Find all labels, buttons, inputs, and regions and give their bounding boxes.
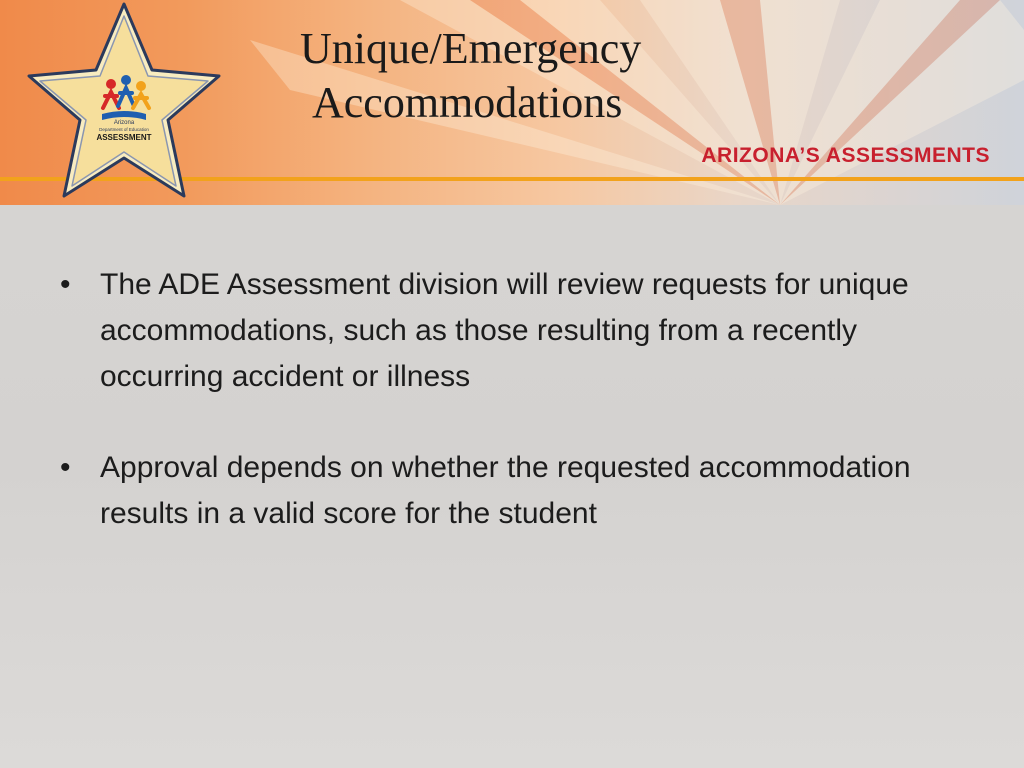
list-item: [58, 262, 978, 400]
bullet-text: Approval depends on whether the requested accommodation results in a valid score for the student: [100, 451, 911, 530]
bullet-icon: •: [60, 451, 71, 484]
title-line-2: Accommodations: [312, 78, 623, 127]
slide-title: [300, 22, 760, 130]
list-item: [58, 445, 978, 537]
assessment-star-logo: [14, 0, 234, 205]
bullet-text: The ADE Assessment division will review requests for unique accommodations, such as those resulting from a recently occurring accident or illness: [100, 268, 909, 393]
title-line-1: Unique/Emergency: [300, 24, 642, 73]
logo-state-text: Arizona: [113, 120, 135, 126]
bullet-list: [58, 262, 978, 582]
header-banner: [0, 0, 1024, 205]
brand-label: ARIZONA’S ASSESSMENTS: [701, 144, 990, 167]
bullet-icon: •: [60, 268, 71, 301]
logo-label-text: ASSESSMENT: [96, 133, 152, 142]
logo-department-text: Department of Education: [99, 127, 149, 132]
